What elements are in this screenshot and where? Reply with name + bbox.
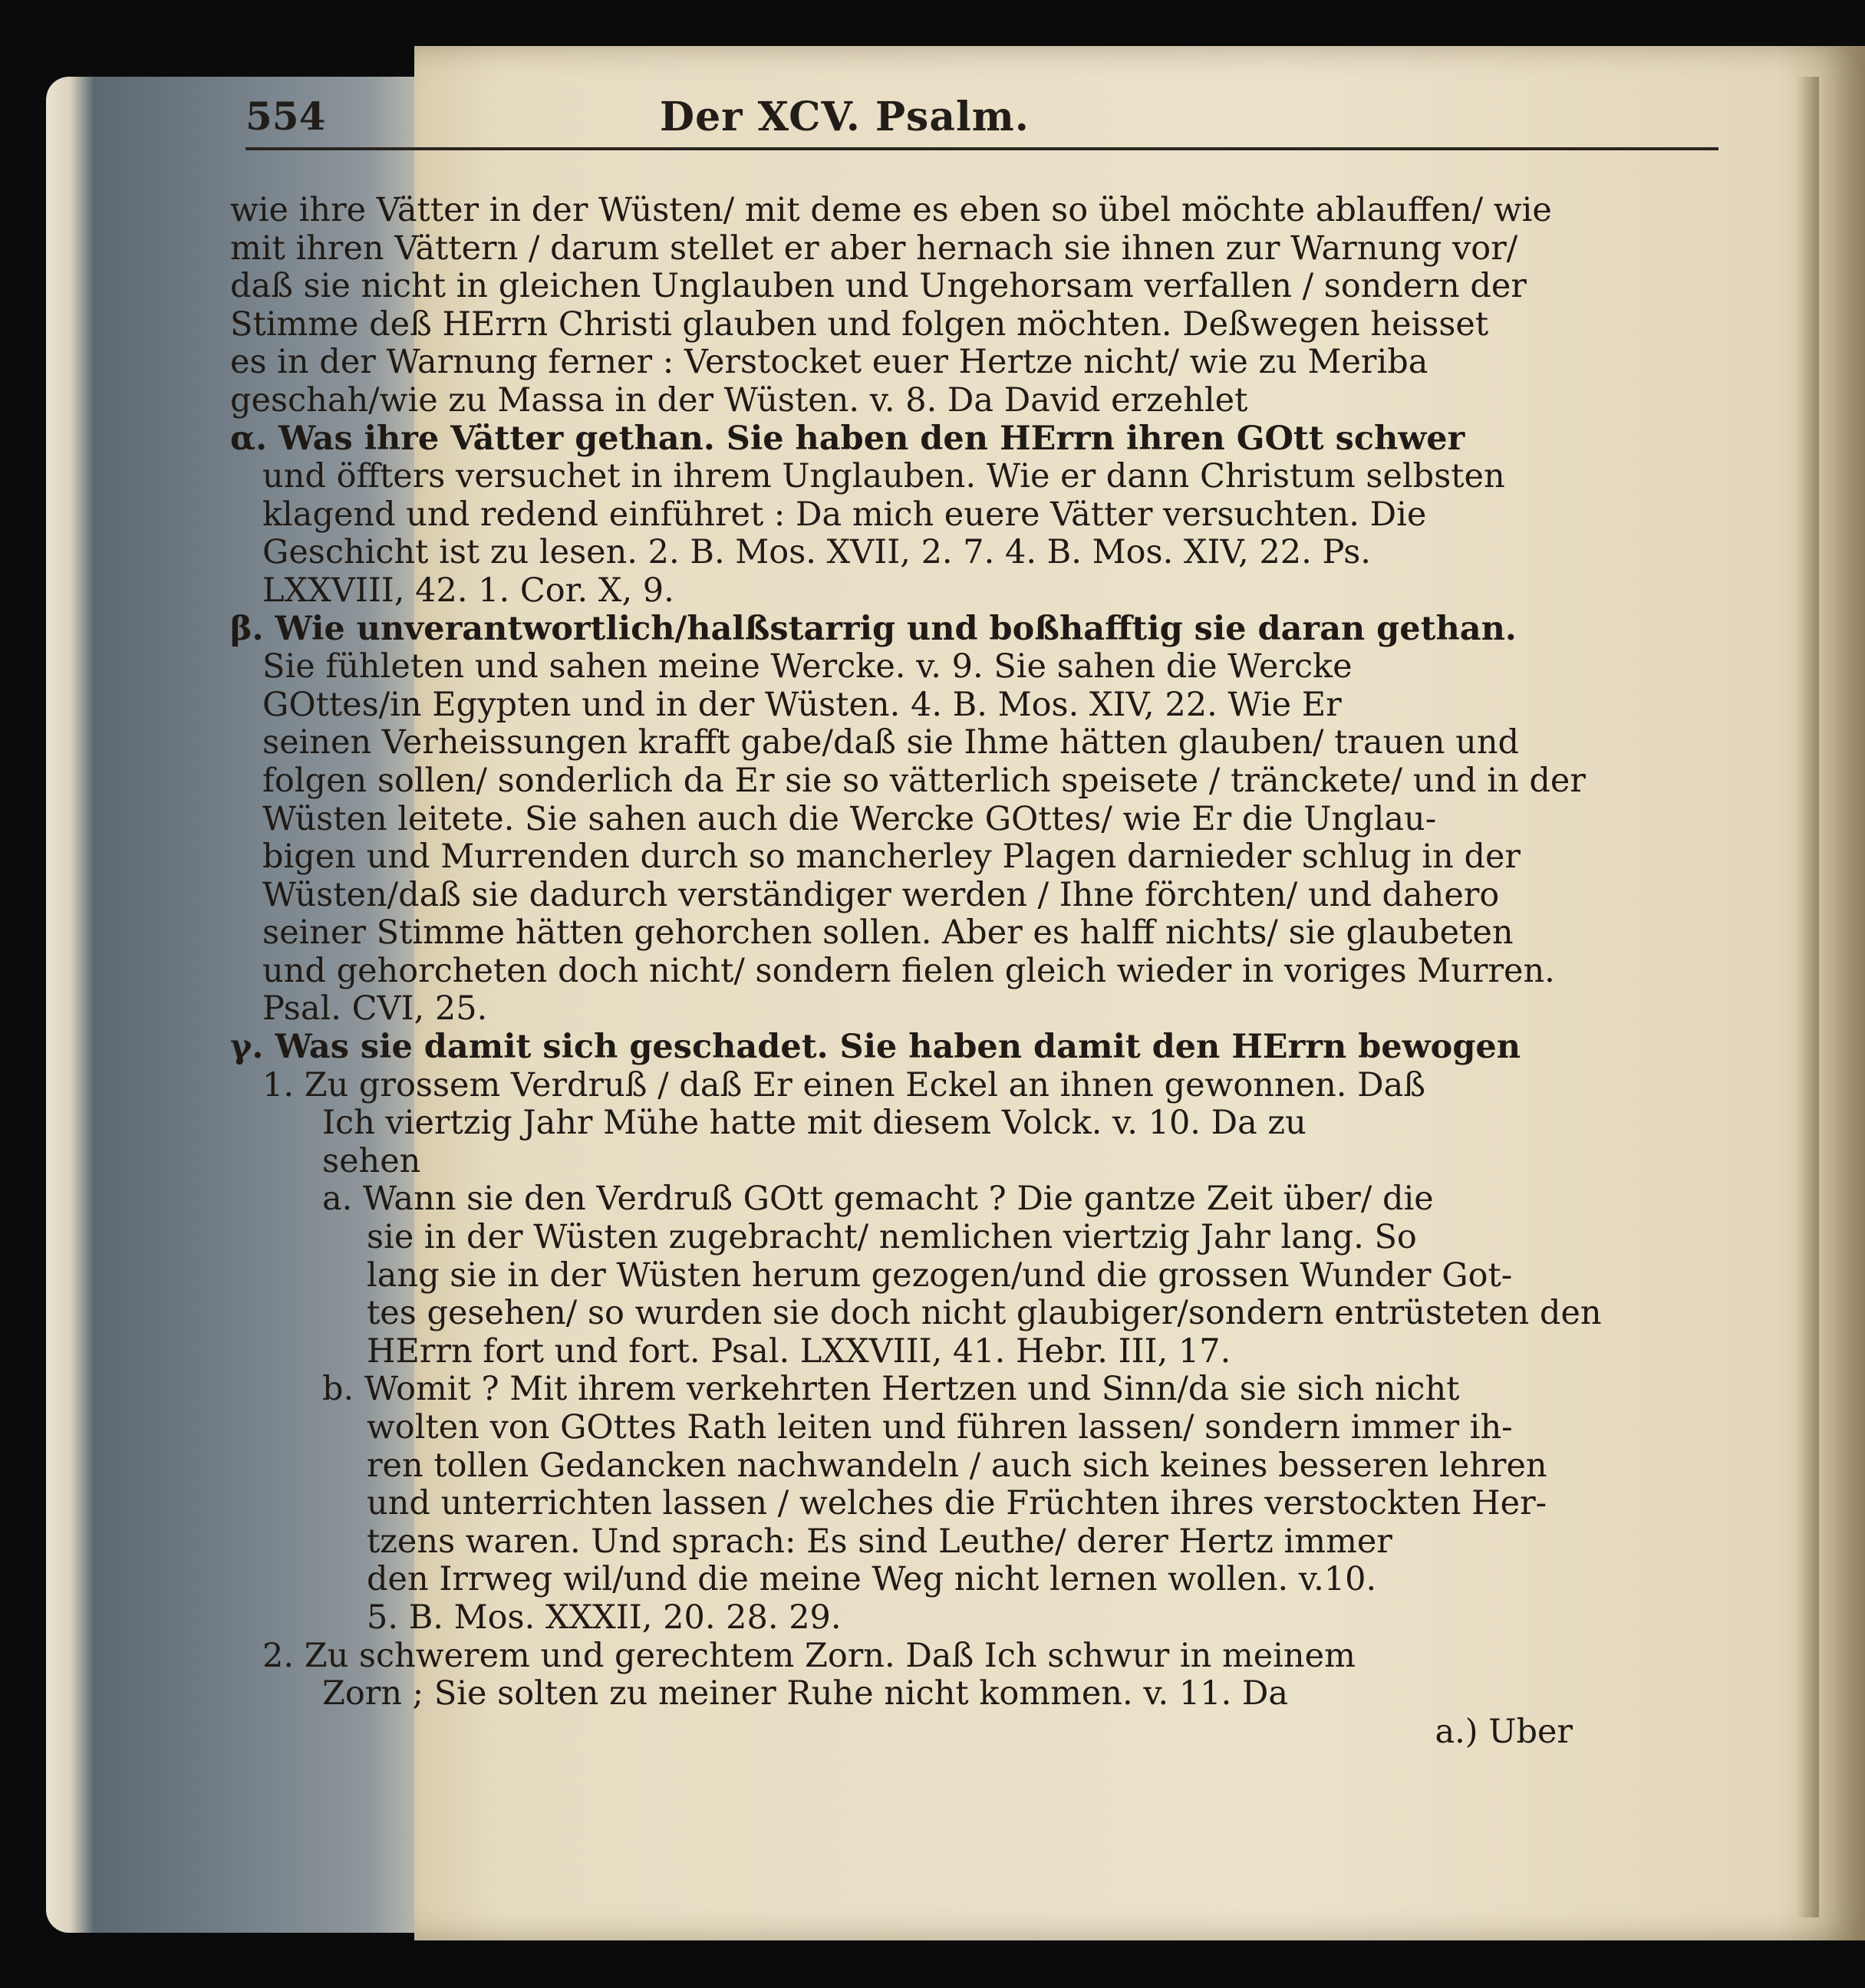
text-line: es in der Warnung ferner : Verstocket euer Hertze nicht/ wie zu Meriba <box>230 343 1428 382</box>
text-line: Geschicht ist zu lesen. 2. B. Mos. XVII, 2. 7. 4. B. Mos. XIV, 22. Ps. <box>262 533 1371 572</box>
text-line: folgen sollen/ sonderlich da Er sie so vätterlich speisete / tränckete/ und in der <box>262 761 1586 800</box>
text-line: GOttes/in Egypten und in der Wüsten. 4. B. Mos. XIV, 22. Wie Er <box>262 685 1342 724</box>
text-line: bigen und Murrenden durch so mancherley Plagen darnieder schlug in der <box>262 838 1521 877</box>
page-header <box>245 94 1718 150</box>
text-line: sehen <box>322 1141 421 1180</box>
text-line: β. Wie unverantwortlich/halßstarrig und boßhafftig sie daran gethan. <box>230 609 1517 648</box>
page-gutter-shadow <box>1796 77 1819 1917</box>
text-line: mit ihren Vättern / darum stellet er aber hernach sie ihnen zur Warnung vor/ <box>230 229 1518 268</box>
text-line: Wüsten leitete. Sie sahen auch die Wercke GOttes/ wie Er die Unglau- <box>262 799 1437 838</box>
text-line: klagend und redend einführet : Da mich euere Vätter versuchten. Die <box>262 495 1427 534</box>
page-number: 554 <box>245 94 326 139</box>
text-line: Stimme deß HErrn Christi glauben und folgen möchten. Deßwegen heisset <box>230 304 1489 344</box>
text-line: seinen Verheissungen krafft gabe/daß sie Ihme hätten glauben/ trauen und <box>262 723 1520 762</box>
text-line: sie in der Wüsten zugebracht/ nemlichen viertzig Jahr lang. So <box>367 1218 1417 1257</box>
text-line: tzens waren. Und sprach: Es sind Leuthe/ derer Hertz immer <box>367 1522 1392 1561</box>
text-line: b. Womit ? Mit ihrem verkehrten Hertzen und Sinn/da sie sich nicht <box>322 1370 1460 1409</box>
text-line: daß sie nicht in gleichen Unglauben und Ungehorsam verfallen / sondern der <box>230 267 1527 306</box>
catchword: a.) Uber <box>1435 1712 1573 1751</box>
text-line: und gehorcheten doch nicht/ sondern fielen gleich wieder in voriges Murren. <box>262 951 1555 990</box>
text-line: 1. Zu grossem Verdruß / daß Er einen Eckel an ihnen gewonnen. Daß <box>262 1065 1425 1104</box>
text-line: geschah/wie zu Massa in der Wüsten. v. 8. Da David erzehlet <box>230 380 1248 420</box>
text-line: Sie fühleten und sahen meine Wercke. v. 9. Sie sahen die Wercke <box>262 647 1353 686</box>
text-line: HErrn fort und fort. Psal. LXXVIII, 41. Hebr. III, 17. <box>367 1331 1231 1371</box>
text-line: γ. Was sie damit sich geschadet. Sie haben damit den HErrn bewogen <box>230 1028 1521 1067</box>
text-line: LXXVIII, 42. 1. Cor. X, 9. <box>262 571 674 610</box>
text-line: tes gesehen/ so wurden sie doch nicht glaubiger/sondern entrüsteten den <box>367 1294 1602 1333</box>
text-line: a. Wann sie den Verdruß GOtt gemacht ? Die gantze Zeit über/ die <box>322 1180 1434 1219</box>
text-line: und unterrichten lassen / welches die Früchten ihres verstockten Her- <box>367 1484 1547 1523</box>
text-line: wie ihre Vätter in der Wüsten/ mit deme es eben so übel möchte ablauffen/ wie <box>230 191 1552 229</box>
text-line: Ich viertzig Jahr Mühe hatte mit diesem Volck. v. 10. Da zu <box>322 1104 1306 1143</box>
body-text <box>230 192 1734 1751</box>
text-line: ren tollen Gedancken nachwandeln / auch sich keines besseren lehren <box>367 1446 1547 1485</box>
text-line: Wüsten/daß sie dadurch verständiger werden / Ihne förchten/ und dahero <box>262 875 1500 914</box>
text-line: Zorn ; Sie solten zu meiner Ruhe nicht kommen. v. 11. Da <box>322 1674 1289 1713</box>
text-line: 5. B. Mos. XXXII, 20. 28. 29. <box>367 1598 842 1637</box>
running-title: Der XCV. Psalm. <box>660 94 1030 140</box>
text-line: α. Was ihre Vätter gethan. Sie haben den HErrn ihren GOtt schwer <box>230 419 1465 458</box>
text-line: Psal. CVI, 25. <box>262 989 488 1029</box>
text-line: 2. Zu schwerem und gerechtem Zorn. Daß Ich schwur in meinem <box>262 1636 1356 1675</box>
text-line: seiner Stimme hätten gehorchen sollen. Aber es halff nichts/ sie glaubeten <box>262 913 1514 953</box>
text-line: wolten von GOttes Rath leiten und führen lassen/ sondern immer ih- <box>367 1408 1513 1447</box>
text-line: lang sie in der Wüsten herum gezogen/und die grossen Wunder Got- <box>367 1256 1513 1295</box>
text-line: und öffters versuchet in ihrem Unglauben. Wie er dann Christum selbsten <box>262 457 1505 496</box>
text-line: den Irrweg wil/und die meine Weg nicht lernen wollen. v.10. <box>367 1560 1377 1599</box>
